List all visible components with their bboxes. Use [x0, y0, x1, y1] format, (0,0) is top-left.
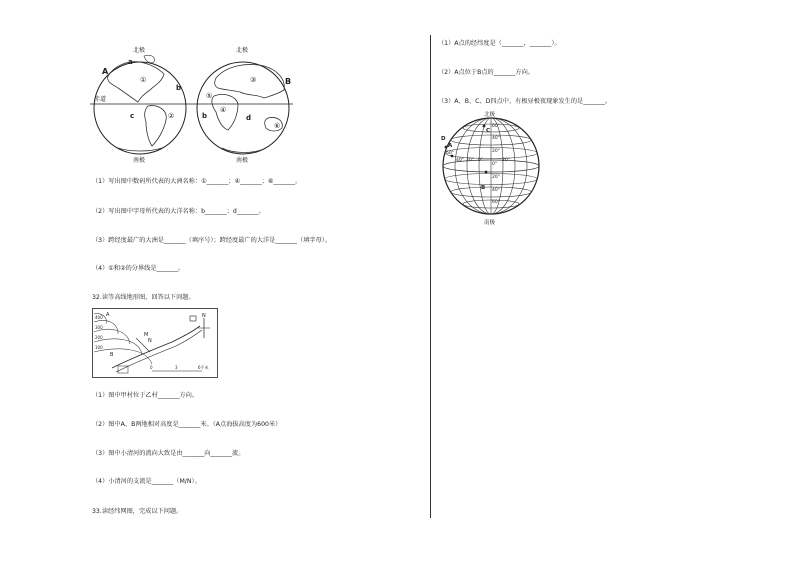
letter-b-left: b: [176, 84, 182, 92]
lon-label-40: 40°: [456, 158, 464, 163]
q1-item1: （1）写出图中数码所代表的大洲名称：①_______；④_______；⑥_______。: [92, 178, 302, 185]
north-pole-label-right: 北极: [236, 47, 249, 54]
tributary-M: M: [144, 332, 149, 338]
lon-label-0: 0°: [478, 158, 484, 163]
lat-label-20S: 20°: [492, 175, 500, 180]
south-pole-label-right: 南极: [236, 157, 249, 164]
contour-200: 200: [95, 335, 103, 340]
contour-100: 100: [95, 345, 103, 350]
scale-zero: 0: [150, 365, 153, 370]
globe-north-label: 北极: [484, 112, 496, 118]
lat-label-40N: 40°: [492, 136, 500, 141]
q1-item3: （3）跨经度最广的大洲是_______（填序号）；跨经度最广的大洋是_______（填字母）。: [92, 237, 332, 244]
south-pole-label-left: 南极: [133, 157, 146, 164]
q1-item4: （4）①和②的分界线是_______。: [92, 265, 185, 272]
number-2: ②: [168, 112, 175, 120]
letter-c: c: [130, 112, 135, 120]
q33-item3: （3）A、B、C、D四点中，有极昼极夜现象发生的是_______。: [438, 98, 612, 105]
scale-end: 6千米: [198, 365, 209, 370]
equator-label: 赤道: [94, 96, 107, 103]
q33-title: 33.读经纬网图，完成以下问题。: [92, 508, 183, 515]
contour-400: 400: [95, 315, 103, 320]
graticule-globe: [436, 110, 546, 226]
letter-a: a: [128, 58, 133, 66]
lat-label-20N: 20°: [492, 149, 500, 154]
q32-item4: （4）小清河的支流是_______（M/N）。: [92, 478, 201, 485]
number-5: ⑤: [206, 92, 213, 100]
point-A: A: [106, 312, 110, 318]
globe-south-label: 南极: [484, 220, 496, 226]
lon-label-20: 20°: [466, 158, 474, 163]
q1-item2: （2）写出图中字母所代表的大洋名称：b_______；d_______。: [92, 208, 265, 215]
lon-label-60: 60°: [446, 151, 454, 156]
lon-label-20E: 20°: [502, 158, 510, 163]
q33-item2: （2）A点位于B点的_______方向。: [438, 69, 534, 76]
lat-label-60S: 60°: [492, 200, 500, 205]
letter-d: d: [246, 114, 252, 122]
contour-map: [92, 308, 218, 378]
column-divider: [430, 35, 431, 518]
number-6: ⑥: [274, 122, 281, 130]
letter-b-right: b: [202, 112, 208, 120]
globe-point-D: D: [441, 136, 446, 142]
point-B: B: [110, 352, 114, 358]
letter-A: A: [102, 67, 109, 76]
q32-title: 32.读等高线地形图，回答以下问题。: [92, 294, 195, 301]
eastern-hemisphere-circle: [197, 62, 292, 154]
globe-point-C: C: [486, 128, 491, 134]
letter-B: B: [285, 77, 292, 86]
q32-item2: （2）图中A、B两地相对高度是_______米。（A点海拔高度为600米）: [92, 421, 282, 428]
lat-label-0: 0°: [492, 162, 498, 167]
north-pole-label-left: 北极: [133, 47, 146, 54]
q32-item1: （1）图中甲村位于乙村_______方向。: [92, 392, 199, 399]
globe-point-A: A: [448, 143, 453, 149]
number-3: ③: [250, 76, 257, 84]
hemispheres-map: [88, 40, 308, 170]
number-4: ④: [220, 106, 227, 114]
contour-300: 300: [95, 325, 103, 330]
tributary-N: N: [148, 338, 152, 344]
lat-label-60N: 60°: [492, 124, 500, 129]
globe-point-B: B: [481, 185, 486, 191]
number-1: ①: [140, 76, 147, 84]
lat-label-40S: 40°: [492, 188, 500, 193]
scale-mid: 3: [175, 365, 178, 370]
q32-item3: （3）图中小清河的流向大致是由_______向_______流。: [92, 450, 245, 457]
north-arrow-label: N: [202, 313, 206, 319]
q33-item1: （1）A点的经纬度是（_______，_______）。: [438, 40, 561, 47]
